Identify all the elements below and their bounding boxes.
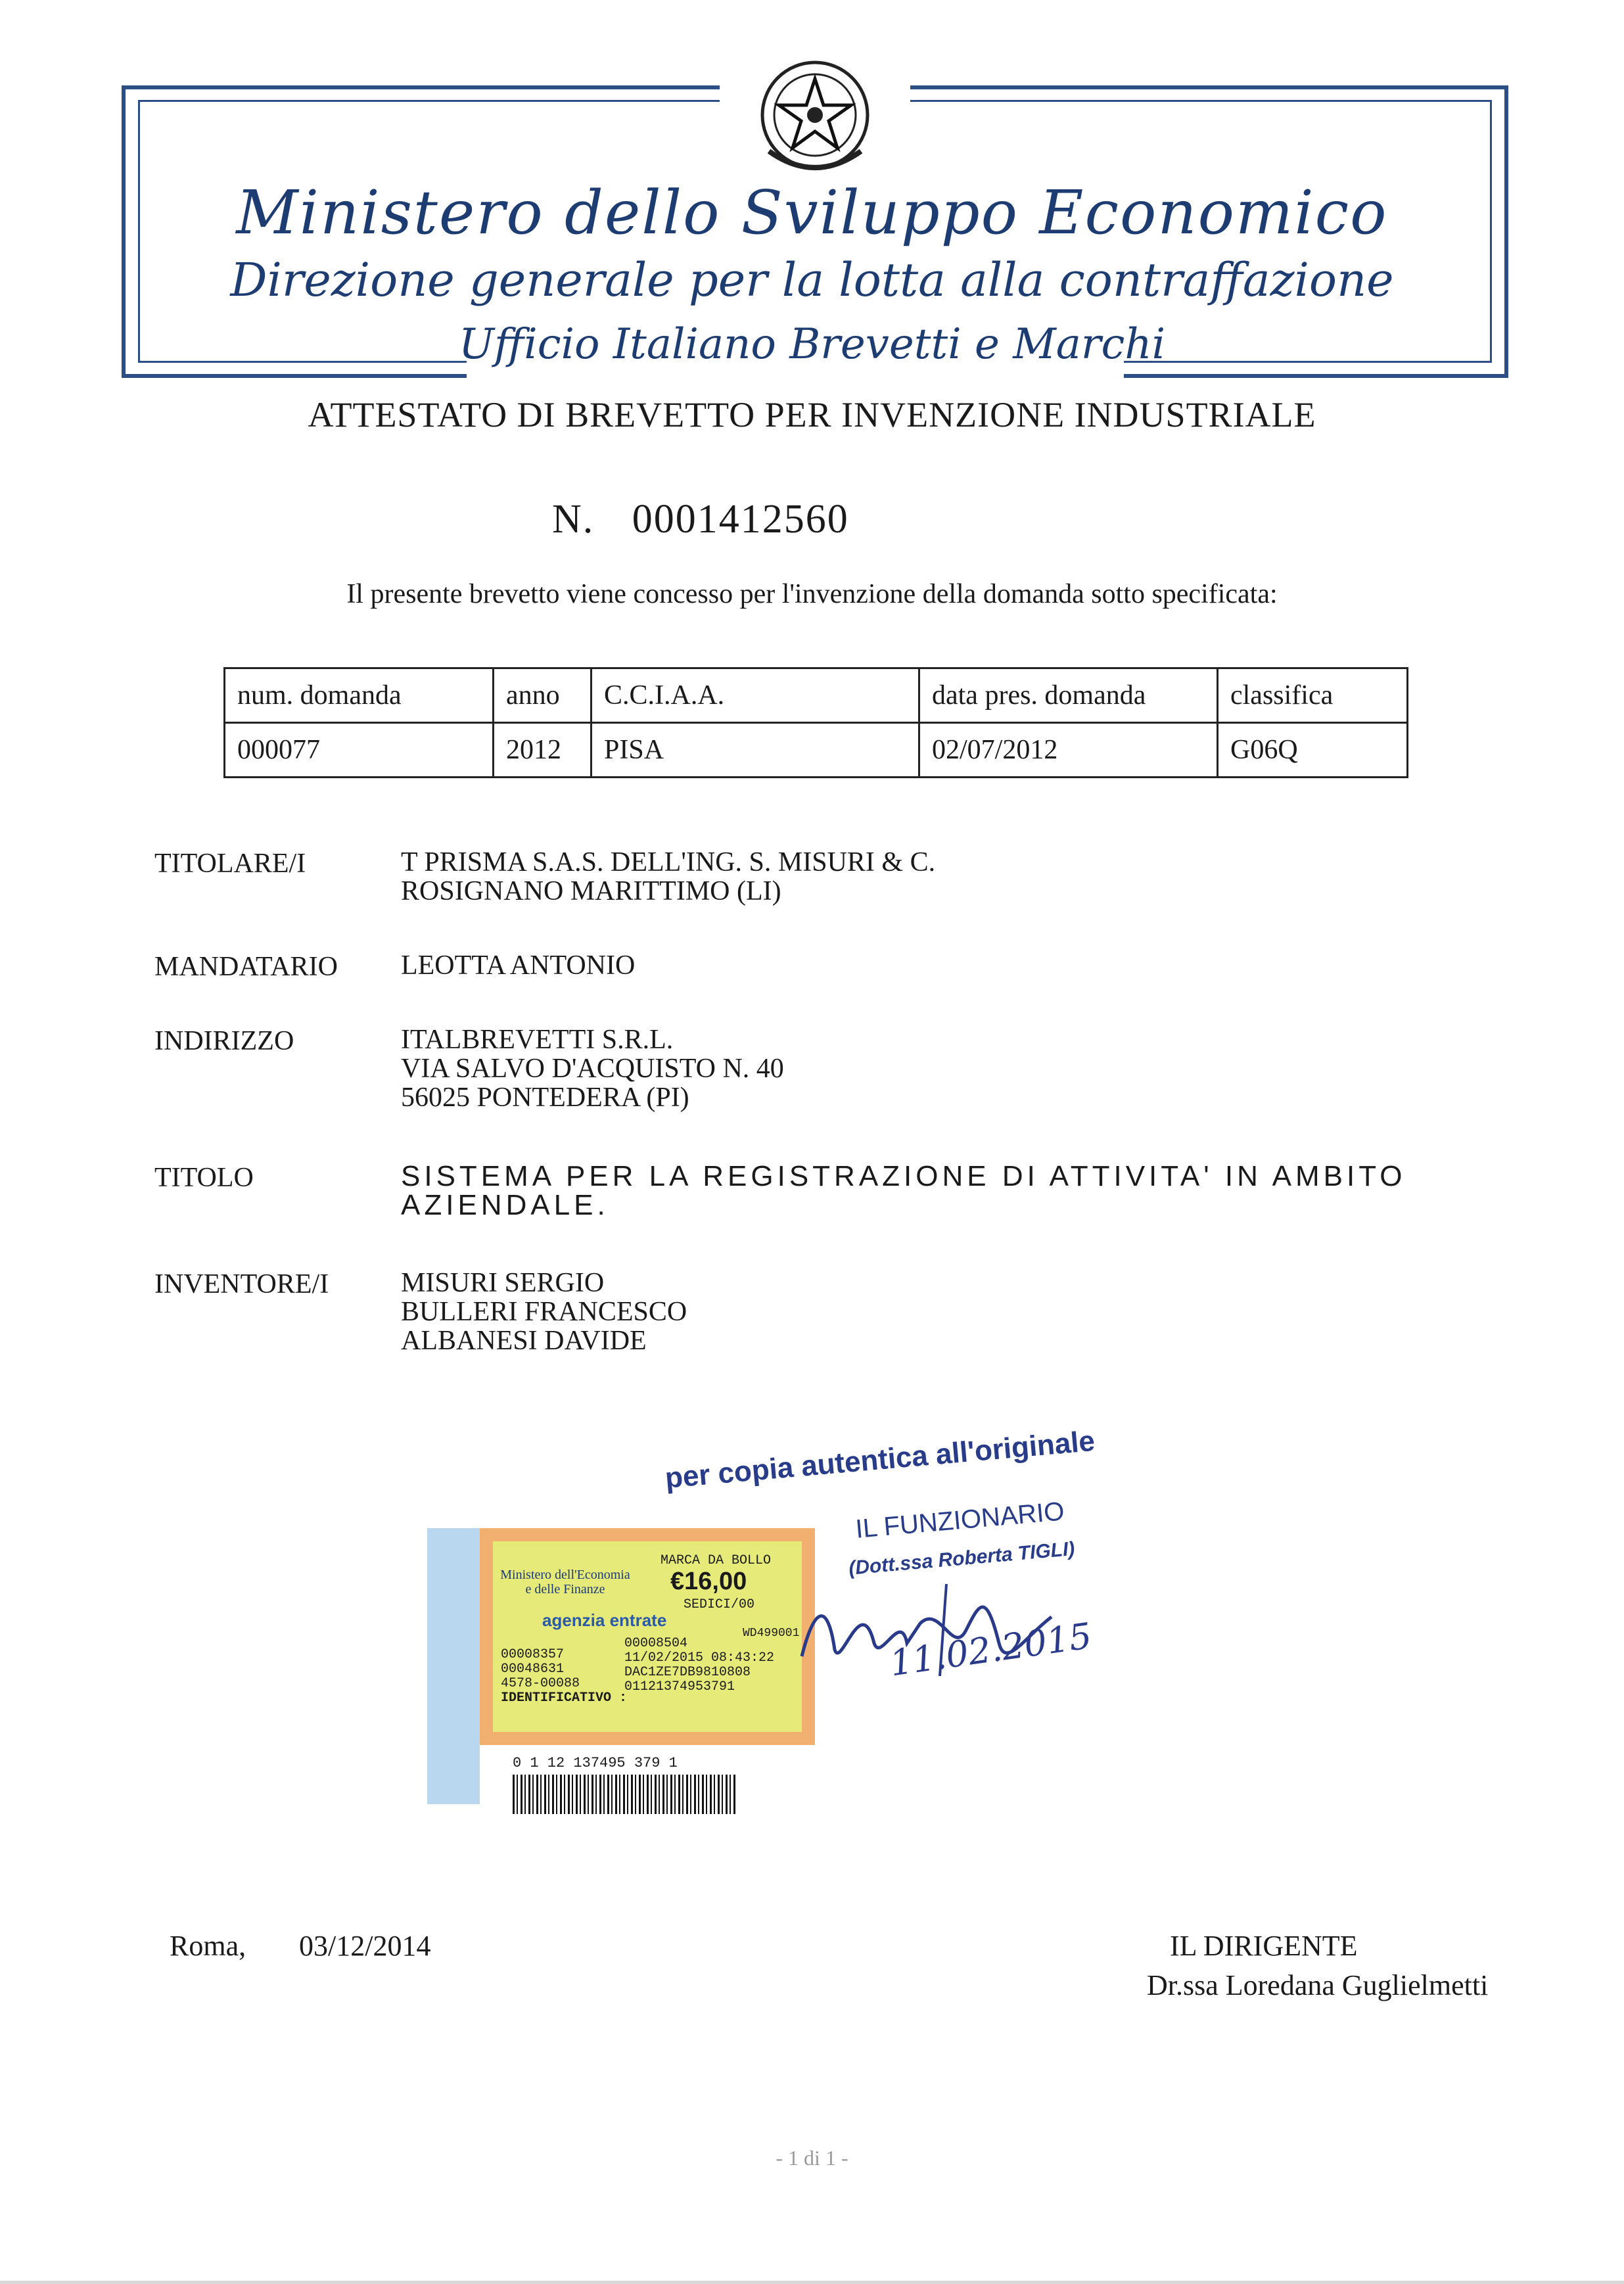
table-header-cell: data pres. domanda xyxy=(919,668,1218,723)
direction-name: Direzione generale per la lotta alla contraffazione xyxy=(230,253,1394,307)
handwritten-date: 11.02.2015 xyxy=(887,1614,1094,1685)
hologram-strip xyxy=(427,1528,480,1804)
table-cell: G06Q xyxy=(1218,723,1408,778)
inventore-line: MISURI SERGIO xyxy=(401,1268,605,1298)
table-cell: PISA xyxy=(592,723,919,778)
titolo-label: TITOLO xyxy=(154,1163,254,1193)
authentic-copy-stamp: per copia autentica all'originale xyxy=(664,1424,1096,1495)
table-header-cell: C.C.I.A.A. xyxy=(592,668,919,723)
revenue-stamp xyxy=(421,1476,828,1830)
stamp-code: 01121374953791 xyxy=(624,1679,735,1694)
barcode xyxy=(513,1775,736,1814)
scan-edge xyxy=(0,2281,1624,2284)
certificate-title: ATTESTATO DI BREVETTO PER INVENZIONE INDUSTRIALE xyxy=(308,395,1316,434)
place: Roma, xyxy=(170,1930,246,1962)
indirizzo-value xyxy=(401,1025,784,1112)
patent-number xyxy=(552,496,849,543)
titolo-line: SISTEMA PER LA REGISTRAZIONE DI ATTIVITA' IN AMBITO xyxy=(401,1160,1406,1192)
table-header-cell: num. domanda xyxy=(225,668,494,723)
issue-date: 03/12/2014 xyxy=(299,1930,431,1962)
table-row xyxy=(225,723,1408,778)
barcode-number: 0 1 12 137495 379 1 xyxy=(513,1755,678,1771)
signer-name: Dr.ssa Loredana Guglielmetti xyxy=(1147,1969,1489,2001)
titolare-line: T PRISMA S.A.S. DELL'ING. S. MISURI & C. xyxy=(401,847,936,877)
titolo-line: AZIENDALE. xyxy=(401,1189,609,1221)
official-name: (Dott.ssa Roberta TIGLI) xyxy=(848,1537,1076,1579)
titolare-line: ROSIGNANO MARITTIMO (LI) xyxy=(401,876,781,906)
official-title: IL FUNZIONARIO xyxy=(854,1497,1066,1544)
stamp-agency: agenzia entrate xyxy=(542,1610,667,1630)
titolo-value xyxy=(401,1162,1406,1220)
inventori-value xyxy=(401,1269,687,1355)
office-name: Ufficio Italiano Brevetti e Marchi xyxy=(458,320,1166,369)
patent-number-prefix: N. xyxy=(552,497,595,542)
stamp-code: 00008504 xyxy=(624,1636,688,1651)
stamp-code-3: WD499001 xyxy=(743,1627,800,1640)
stamp-codes xyxy=(501,1648,627,1706)
indirizzo-line: 56025 PONTEDERA (PI) xyxy=(401,1083,689,1113)
table-header-row xyxy=(225,668,1408,723)
table-header-cell: classifica xyxy=(1218,668,1408,723)
application-table xyxy=(223,667,1408,778)
signer-role: IL DIRIGENTE xyxy=(1170,1930,1358,1962)
mandatario-label: MANDATARIO xyxy=(154,952,338,982)
stamp-code: 00048631 xyxy=(501,1662,565,1677)
table-header-cell: anno xyxy=(494,668,592,723)
stamp-code: 11/02/2015 08:43:22 xyxy=(624,1650,775,1666)
republic-emblem-icon xyxy=(753,53,877,184)
mandatario-value: LEOTTA ANTONIO xyxy=(401,950,636,981)
indirizzo-line: ITALBREVETTI S.R.L. xyxy=(401,1025,674,1055)
stamp-code: IDENTIFICATIVO : xyxy=(501,1690,628,1706)
inventore-line: BULLERI FRANCESCO xyxy=(401,1297,687,1327)
stamp-code: DAC1ZE7DB9810808 xyxy=(624,1665,751,1680)
stamp-mark-label: MARCA DA BOLLO xyxy=(661,1553,772,1568)
titolare-label: TITOLARE/I xyxy=(154,849,306,879)
indirizzo-label: INDIRIZZO xyxy=(154,1026,294,1056)
table-cell: 2012 xyxy=(494,723,592,778)
stamp-code: 00008357 xyxy=(501,1647,565,1662)
stamp-amount-words: SEDICI/00 xyxy=(684,1597,755,1612)
titolare-value xyxy=(401,848,935,906)
stamp-amount: €16,00 xyxy=(670,1568,747,1595)
page-number: - 1 di 1 - xyxy=(776,2146,848,2170)
indirizzo-line: VIA SALVO D'ACQUISTO N. 40 xyxy=(401,1054,784,1084)
intro-sentence: Il presente brevetto viene concesso per l'invenzione della domanda sotto specificata: xyxy=(346,579,1278,609)
table-cell: 02/07/2012 xyxy=(919,723,1218,778)
stamp-ministry: Ministero dell'Economia e delle Finanze xyxy=(500,1568,630,1596)
inventore-line: ALBANESI DAVIDE xyxy=(401,1326,647,1356)
ministry-name: Ministero dello Sviluppo Economico xyxy=(236,177,1388,248)
table-cell: 000077 xyxy=(225,723,494,778)
patent-number-value: 0001412560 xyxy=(632,497,849,542)
stamp-code: 4578-00088 xyxy=(501,1676,580,1691)
inventori-label: INVENTORE/I xyxy=(154,1269,329,1299)
stamp-codes-2 xyxy=(624,1637,774,1694)
